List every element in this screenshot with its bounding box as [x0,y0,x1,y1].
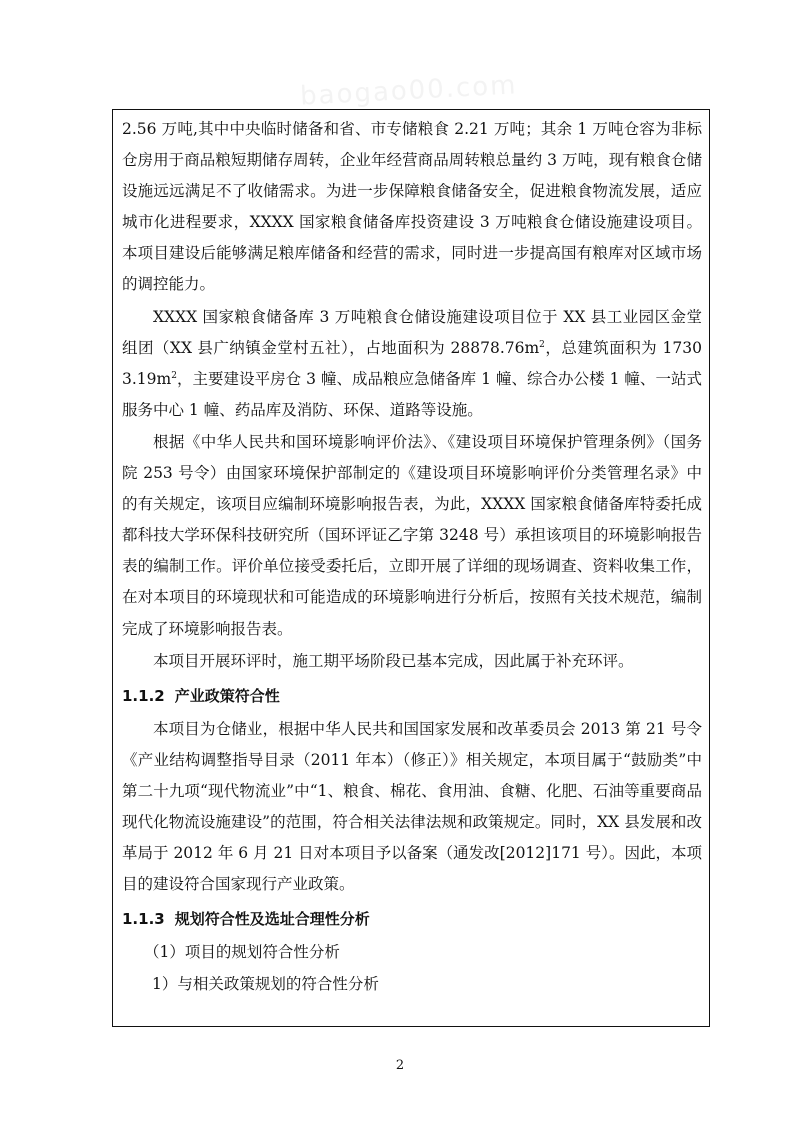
document-body [122,114,702,1000]
section-title: 规划符合性及选址合理性分析 [174,910,370,929]
superscript-area-unit: 2 [539,339,545,350]
paragraph-legal-basis: 根据《中华人民共和国环境影响评价法》、《建设项目环境保护管理条例》（国务院 253 号令）由国家环境保护部制定的《建设项目环境影响评价分类管理名录》中的有关规定，该项目应编制环境影响报告表，为此，XXXX 国家粮食储备库特委托成都科技大学环保科技研究所（国环评证乙字第 3248 号）承担该项目的环境影响报告表的编制工作。评价单位接受委托后，立即开展了详细的现场调查、资料收集工作，在对本项目的环境现状和可能造成的环境影响进行分析后，按照有关技术规范，编制完成了环境影响报告表。 [122,432,702,638]
section-number: 1.1.2 [122,686,165,705]
section-title: 产业政策符合性 [174,686,280,705]
paragraph-project-location-part-b: ，总建筑面积为 17303.19m [122,338,702,388]
paragraph-supplementary-eia: 本项目开展环评时，施工期平场阶段已基本完成，因此属于补充环评。 [153,651,634,670]
superscript-building-area-unit: 2 [171,370,177,381]
paragraph-project-location [122,302,702,426]
paragraph-industrial-policy: 本项目为仓储业，根据中华人民共和国国家发展和改革委员会 2013 第 21 号令《产业结构调整指导目录（2011 年本）（修正）》相关规定，本项目属于“鼓励类”中第二十九项“现代物流业”中“1、粮食、棉花、食用油、食糖、化肥、石油等重要商品现代化物流设施建设”的范围，符合相关法律法规和政策规定。同时，XX 县发展和改革局于 2012 年 6 月 21 日对本项目予以备案（通发改[2012]171 号）。因此，本项目的建设符合国家现行产业政策。 [122,719,702,894]
paragraph-background: 2.56 万吨,其中中央临时储备和省、市专储粮食 2.21 万吨；其余 1 万吨仓容为非标仓房用于商品粮短期储存周转，企业年经营商品周转粮总量约 3 万吨，现有粮食仓储设施远远满足不了收储需求。为进一步保障粮食储备安全，促进粮食物流发展，适应城市化进程要求，XXXX 国家粮食储备库投资建设 3 万吨粮食仓储设施建设项目。本项目建设后能够满足粮库储备和经营的需求，同时进一步提高国有粮库对区域市场的调控能力。 [122,120,702,294]
watermark-text: baogao00.com [299,70,519,112]
subitem-planning-analysis: （1）项目的规划符合性分析 [144,943,340,962]
section-heading-planning-compliance [122,904,702,935]
paragraph-project-location-part-a: XXXX 国家粮食储备库 3 万吨粮食仓储设施建设项目位于 XX 县工业园区金堂组团（XX 县广纳镇金堂村五社），占地面积为 28878.76m [122,307,702,357]
section-heading-industrial-policy [122,681,702,712]
paragraph-project-location-part-c: ，主要建设平房仓 3 幢、成品粮应急储备库 1 幢、综合办公楼 1 幢、一站式服务中心 1 幢、药品库及消防、环保、道路等设施。 [122,369,702,419]
subitem-policy-compliance: 1）与相关政策规划的符合性分析 [152,974,379,993]
page-number: 2 [395,1058,405,1073]
section-number: 1.1.3 [122,910,165,929]
